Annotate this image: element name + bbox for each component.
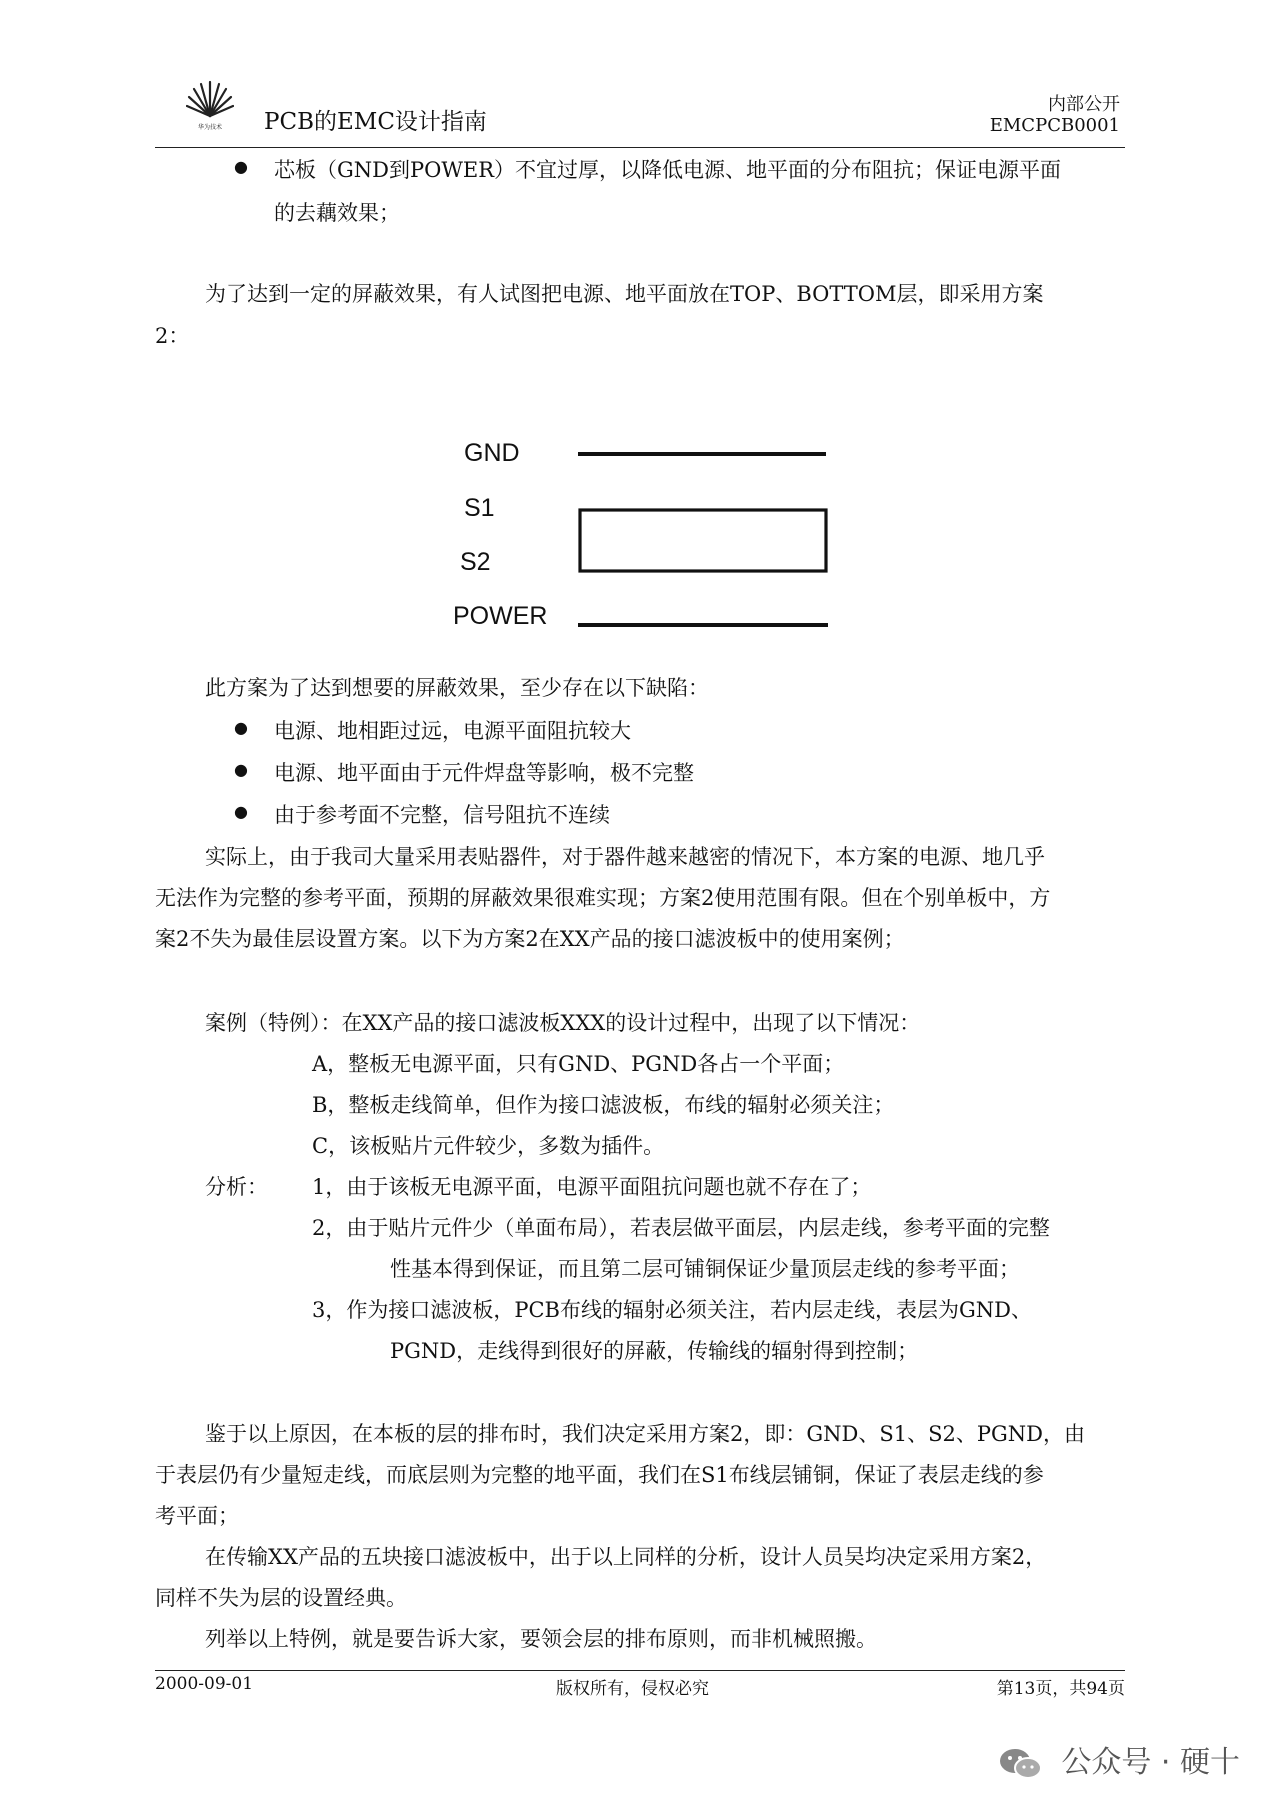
- bullet-icon: ●: [234, 802, 248, 821]
- analysis-item-2-line2: 性基本得到保证，而且第二层可铺铜保证少量顶层走线的参考平面；: [390, 1257, 1020, 1281]
- bullet-icon: ●: [234, 760, 248, 779]
- layer-label-s1: S1: [464, 494, 495, 522]
- para2-line1: 实际上，由于我司大量采用表贴器件，对于器件越来越密的情况下，本方案的电源、地几乎: [205, 845, 1045, 869]
- classification-label: 内部公开: [1048, 94, 1120, 115]
- analysis-label: 分析：: [205, 1175, 268, 1199]
- para3-line2: 于表层仍有少量短走线，而底层则为完整的地平面，我们在S1布线层铺铜，保证了表层走线的参: [155, 1463, 1044, 1487]
- para4-line1: 在传输XX产品的五块接口滤波板中，出于以上同样的分析，设计人员吴均决定采用方案2，: [205, 1545, 1047, 1569]
- para2-line3: 案2不失为最佳层设置方案。以下为方案2在XX产品的接口滤波板中的使用案例；: [155, 927, 905, 951]
- layer-label-s2: S2: [460, 548, 491, 576]
- footer-copyright: 版权所有，侵权必究: [556, 1679, 709, 1699]
- layer-label-power: POWER: [453, 602, 548, 630]
- case-intro: 案例（特例）：在XX产品的接口滤波板XXX的设计过程中，出现了以下情况：: [205, 1011, 921, 1035]
- watermark: [998, 1737, 1240, 1782]
- para3-line1: 鉴于以上原因，在本板的层的排布时，我们决定采用方案2，即：GND、S1、S2、PGND，由: [205, 1422, 1085, 1446]
- para1-line1: 为了达到一定的屏蔽效果，有人试图把电源、地平面放在TOP、BOTTOM层，即采用方案: [205, 282, 1044, 306]
- analysis-item-2-line1: 2，由于贴片元件少（单面布局），若表层做平面层，内层走线，参考平面的完整: [312, 1216, 1050, 1240]
- footer-date: 2000-09-01: [155, 1674, 254, 1694]
- watermark-text: 公众号 · 硬十: [1061, 1745, 1240, 1780]
- analysis-item-1: 1，由于该板无电源平面，电源平面阻抗问题也就不存在了；: [312, 1175, 872, 1199]
- footer-rule: [155, 1670, 1125, 1671]
- document-title: PCB的EMC设计指南: [264, 109, 487, 135]
- signal-layers-box: [580, 510, 826, 571]
- bullet-top-line2: 的去藕效果；: [274, 201, 400, 225]
- analysis-item-3-line1: 3，作为接口滤波板，PCB布线的辐射必须关注，若内层走线，表层为GND、: [312, 1298, 1032, 1322]
- para5: 列举以上特例，就是要告诉大家，要领会层的排布原则，而非机械照搬。: [205, 1627, 877, 1651]
- footer-page-number: 第13页，共94页: [996, 1679, 1125, 1699]
- bullet-icon: ●: [234, 157, 248, 176]
- layer-stack-diagram: [440, 420, 860, 650]
- bullet-top-line1: 芯板（GND到POWER）不宜过厚，以降低电源、地平面的分布阻抗；保证电源平面: [274, 158, 1062, 182]
- document-id: EMCPCB0001: [989, 115, 1120, 136]
- svg-text:华为技术: 华为技术: [197, 124, 223, 131]
- para3-line3: 考平面；: [155, 1504, 239, 1528]
- header-rule: [155, 147, 1125, 148]
- para1-line2: 2：: [155, 324, 190, 348]
- bullet-icon: ●: [234, 718, 248, 737]
- case-item-c: C，该板贴片元件较少，多数为插件。: [312, 1134, 665, 1158]
- defect-item: 由于参考面不完整，信号阻抗不连续: [274, 803, 610, 827]
- defect-item: 电源、地相距过远，电源平面阻抗较大: [274, 719, 631, 743]
- case-item-a: A，整板无电源平面，只有GND、PGND各占一个平面；: [312, 1052, 845, 1076]
- wechat-icon: [998, 1746, 1044, 1782]
- para4-line2: 同样不失为层的设置经典。: [155, 1586, 407, 1610]
- company-logo: [186, 76, 234, 132]
- layer-label-gnd: GND: [464, 439, 520, 467]
- defect-item: 电源、地平面由于元件焊盘等影响，极不完整: [274, 761, 694, 785]
- case-item-b: B，整板走线简单，但作为接口滤波板，布线的辐射必须关注；: [312, 1093, 895, 1117]
- defects-intro: 此方案为了达到想要的屏蔽效果，至少存在以下缺陷：: [205, 676, 709, 700]
- analysis-item-3-line2: PGND，走线得到很好的屏蔽，传输线的辐射得到控制；: [390, 1339, 919, 1363]
- para2-line2: 无法作为完整的参考平面，预期的屏蔽效果很难实现；方案2使用范围有限。但在个别单板中，方: [155, 886, 1051, 910]
